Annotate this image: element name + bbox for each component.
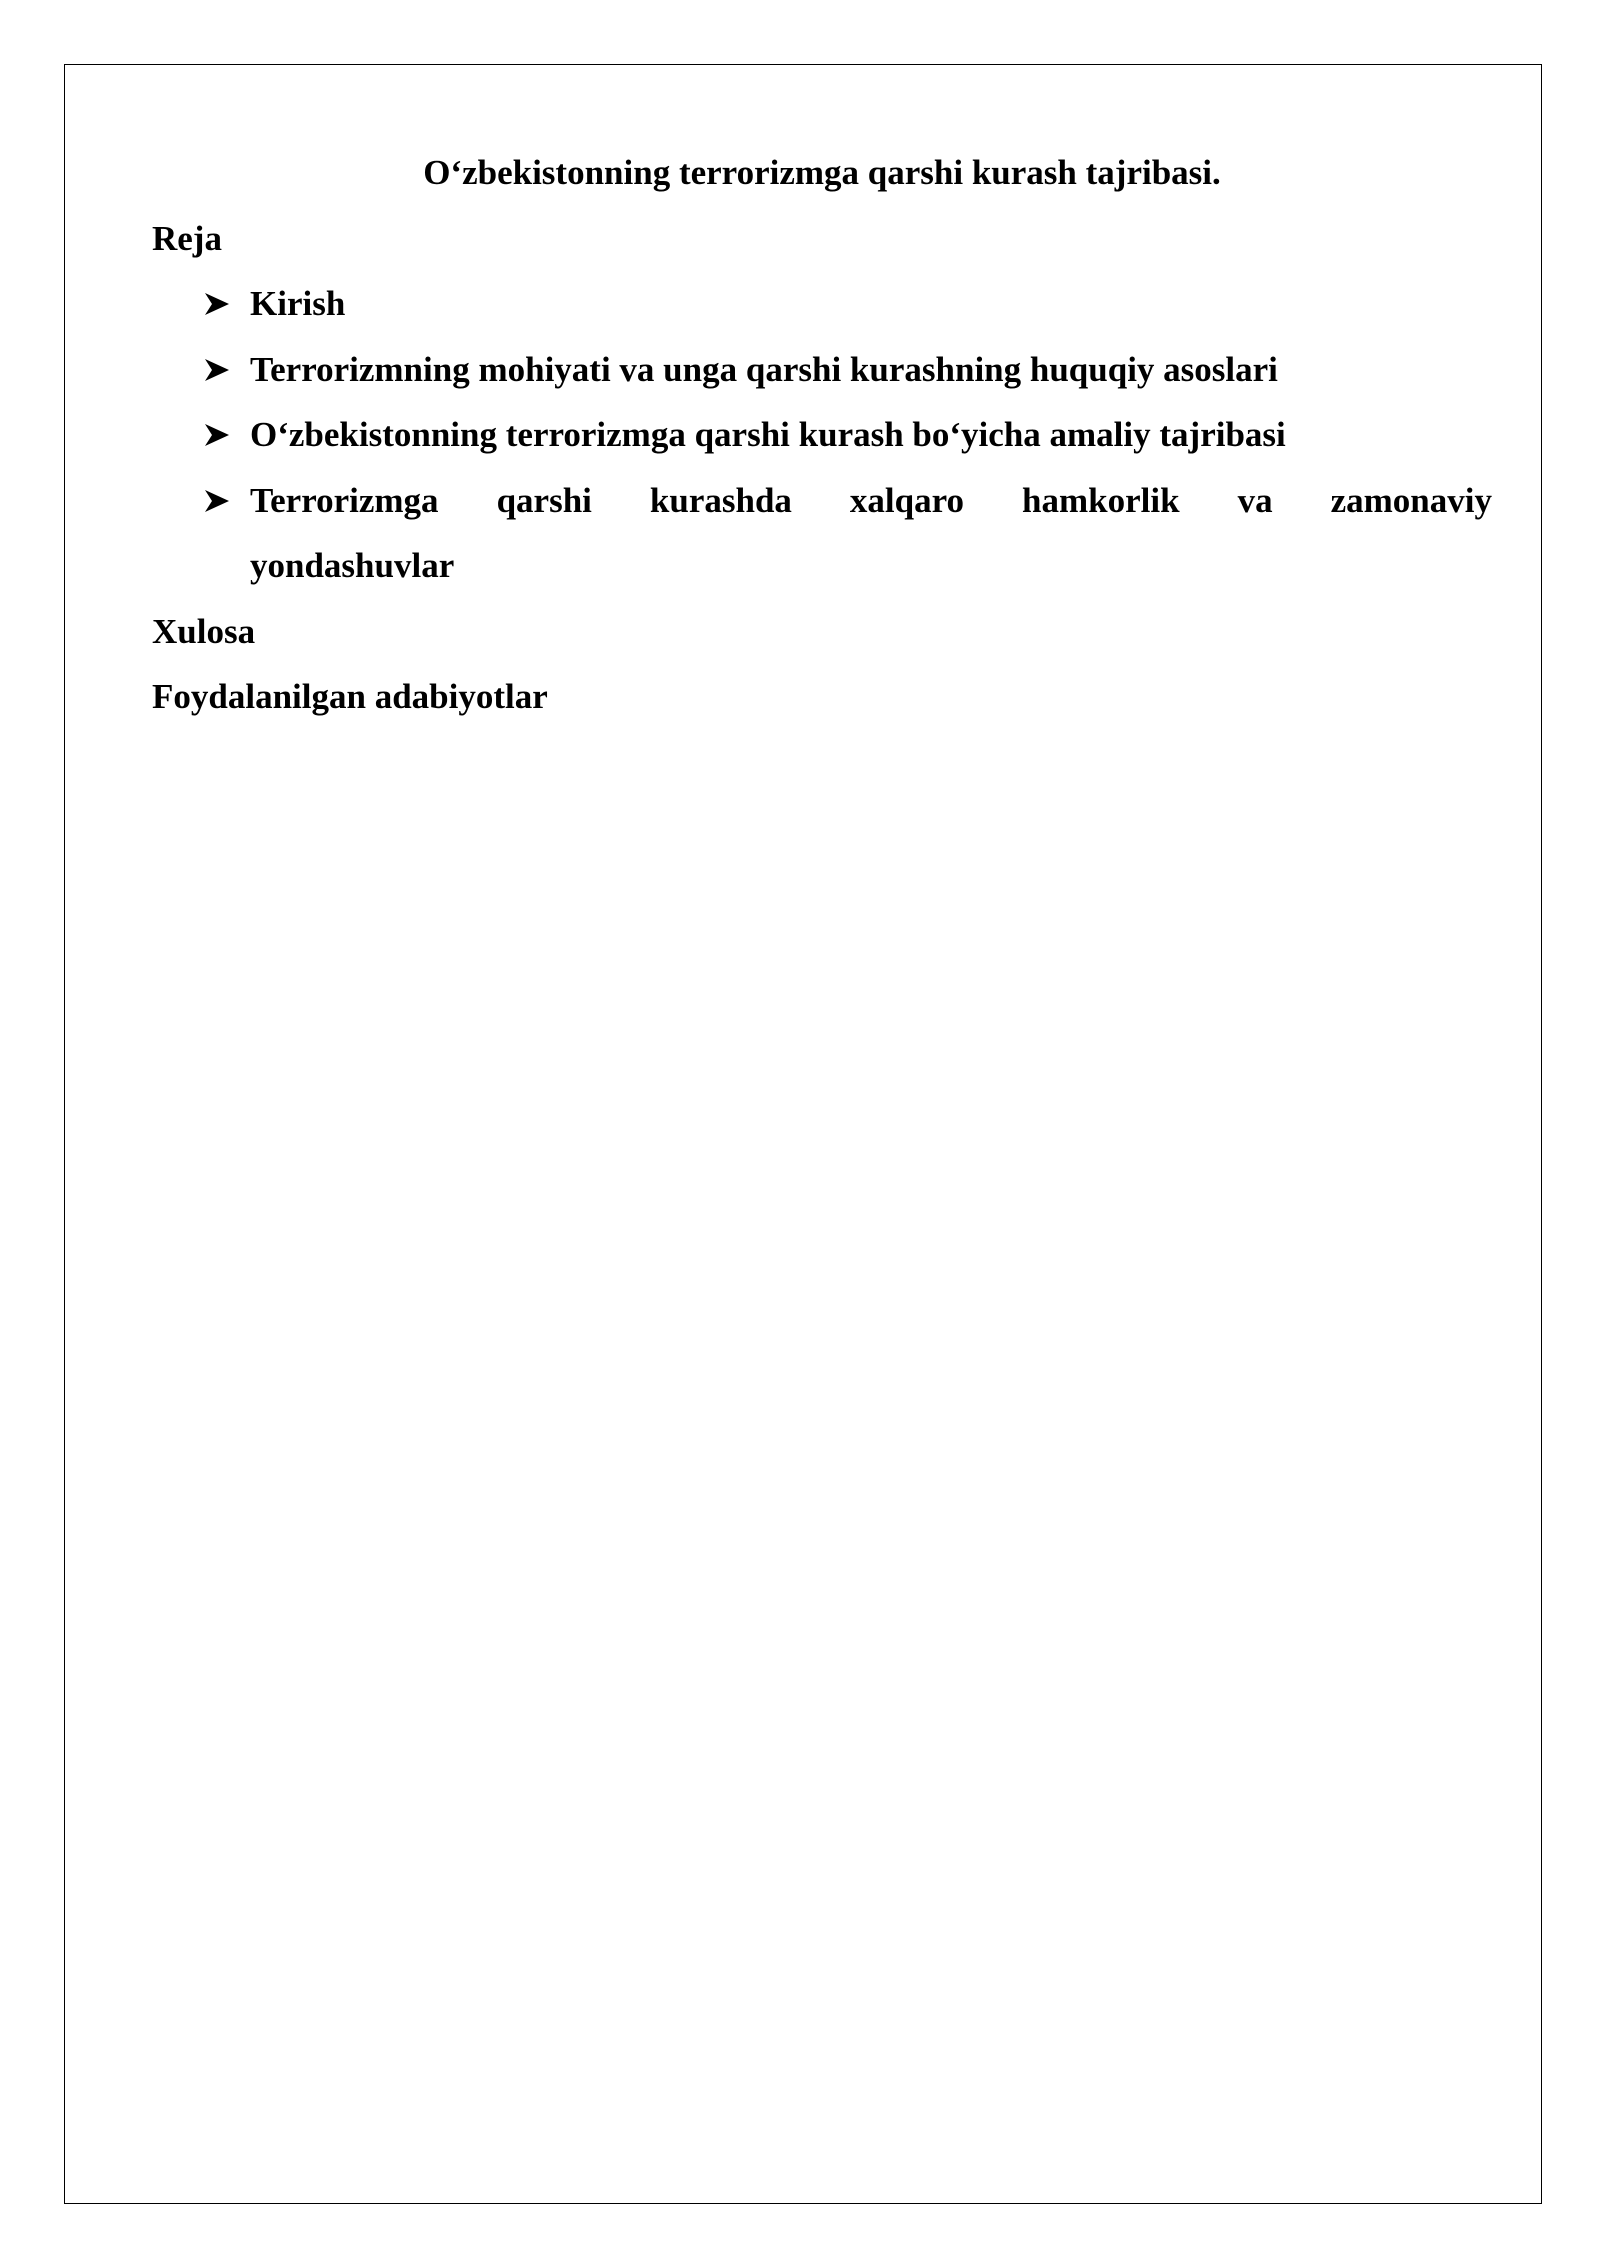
plan-item-label: Terrorizmning mohiyati va unga qarshi kurashning huquqiy asoslari — [250, 349, 1278, 389]
arrow-bullet-icon — [204, 423, 230, 447]
document-body — [152, 140, 1492, 730]
plan-item-practical-experience — [152, 402, 1492, 468]
arrow-bullet-icon — [204, 489, 230, 513]
plan-list — [152, 271, 1492, 599]
plan-heading: Reja — [152, 218, 222, 258]
plan-item-label: O‘zbekistonning terrorizmga qarshi kurash bo‘yicha amaliy tajribasi — [250, 415, 1286, 454]
plan-item-international-cooperation — [152, 468, 1492, 599]
plan-item-label: Kirish — [250, 284, 346, 323]
plan-item-label-line1: Terrorizmga qarshi kurashda xalqaro hamkorlik va zamonaviy — [250, 480, 1492, 520]
document-title: O‘zbekistonning terrorizmga qarshi kurash tajribasi. — [423, 153, 1221, 192]
conclusion-heading: Xulosa — [152, 611, 256, 651]
plan-item-legal-basis — [152, 337, 1492, 403]
references-heading: Foydalanilgan adabiyotlar — [152, 677, 548, 716]
arrow-bullet-icon — [204, 292, 230, 316]
plan-item-introduction — [152, 271, 1492, 337]
arrow-bullet-icon — [204, 358, 230, 382]
plan-item-label-line2: yondashuvlar — [250, 546, 455, 585]
